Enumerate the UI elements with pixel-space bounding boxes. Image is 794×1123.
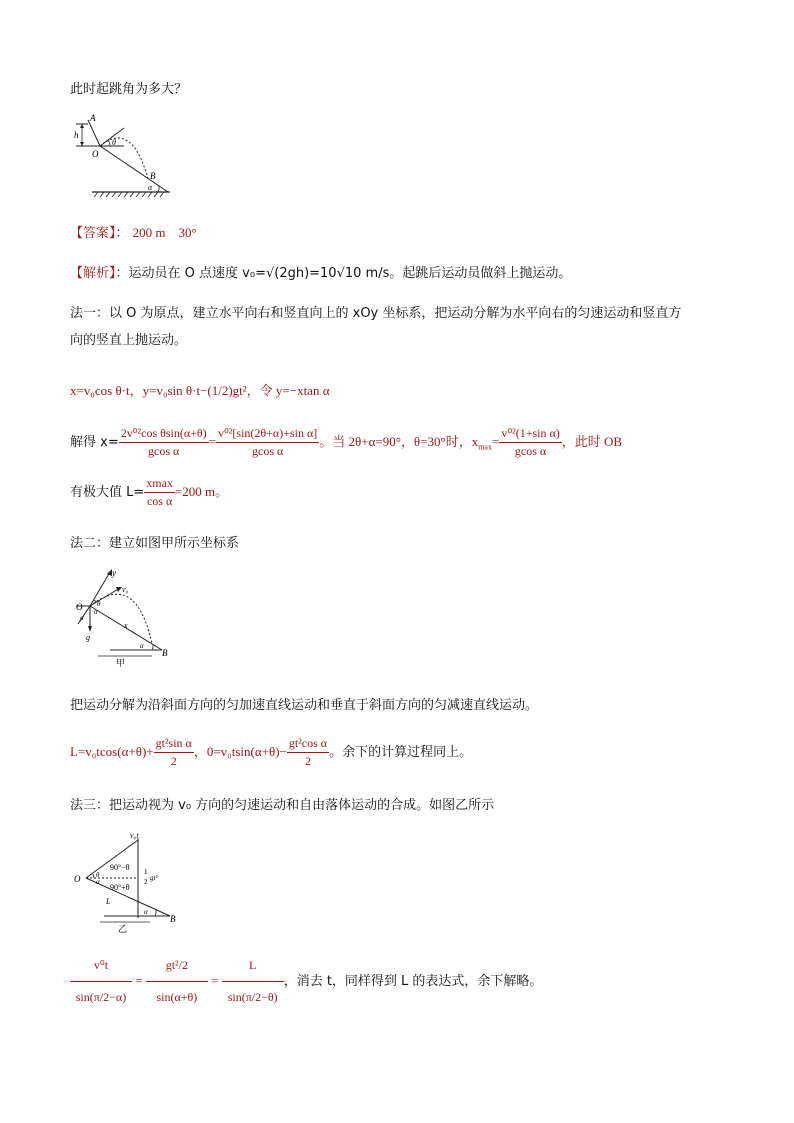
fraction-d-num: xmax xyxy=(144,476,175,493)
fraction-g-num: v⁰t xyxy=(70,958,132,982)
fraction-d xyxy=(144,476,175,509)
fraction-h-den: sin(α+θ) xyxy=(156,990,198,1004)
answer-value: 200 m 30° xyxy=(132,225,197,240)
figure-yi xyxy=(70,828,182,934)
method2-line1: 法二：建立如图甲所示坐标系 xyxy=(70,536,240,551)
label-alpha: α xyxy=(148,183,153,192)
analysis-colon: ： xyxy=(115,266,129,281)
question-tail: 此时起跳角为多大？ xyxy=(70,82,188,97)
fraction-h xyxy=(146,958,208,1005)
then-text: ，此时 OB xyxy=(561,434,623,449)
eq-mid: ，0=v₀tsin(α+θ)− xyxy=(193,744,287,759)
fig-jia-alpha1: α xyxy=(94,608,98,616)
method2-line2: 把运动分解为沿斜面方向的匀加速直线运动和垂直于斜面方向的匀减速直线运动。 xyxy=(70,698,539,713)
fig-jia-g: g xyxy=(86,633,90,642)
fraction-h-num: gt²/2 xyxy=(146,958,208,982)
method1-solve: 解得 x= $\frac{\text{2v⁰²cos θsin(α+θ)}}{\text{gcos α}}$ = $\frac{\text{v⁰²[sin(2θ+α)+sin α]}}{\text{gcos α}}$ 。当 2θ+α=90°，θ=30°时，$x_{max}=$ $\frac{\text{v⁰²(1+sin α)}}{\text{gcos α}}$ ，此时 OB xyxy=(70,426,623,458)
figure-jia xyxy=(70,562,180,670)
fraction-i xyxy=(222,958,284,1005)
eq-L: L=v₀tcos(α+θ)+ xyxy=(70,744,154,759)
fraction-a-den: gcos α xyxy=(148,444,180,458)
method3-line1: 法三：把运动视为 v₀ 方向的匀速运动和自由落体运动的合成。如图乙所示 xyxy=(70,798,495,813)
fraction-e-den: 2 xyxy=(170,754,177,768)
fraction-i-den: sin(π/2−θ) xyxy=(227,990,278,1004)
fraction-a xyxy=(119,426,209,459)
method1-eq1: x=v₀cos θ·t，y=v₀sin θ·t−(1/2)gt²，令 y=−xtan α xyxy=(70,383,330,398)
eq-end: 。余下的计算过程同上。 xyxy=(329,745,473,760)
fig-yi-theta: θ xyxy=(96,871,100,879)
fraction-e xyxy=(154,736,194,769)
fig-jia-x: x xyxy=(124,621,128,630)
fraction-g-den: sin(π/2−α) xyxy=(75,990,127,1004)
answer-line xyxy=(70,222,197,241)
fraction-c xyxy=(499,426,561,459)
fig-jia-O: O xyxy=(76,602,83,612)
answer-label: 【答案】 xyxy=(70,226,116,241)
fraction-d-den: cos α xyxy=(146,494,173,508)
fraction-b xyxy=(216,426,319,459)
fraction-c-num: v⁰²(1+sin α) xyxy=(499,426,561,443)
when-text: 。当 2θ+α=90°，θ=30°时，x xyxy=(319,434,479,449)
answer-colon: ： xyxy=(115,226,129,241)
analysis-line xyxy=(70,262,571,281)
method3-eq-suffix: ，消去 t，同样得到 L 的表达式，余下解略。 xyxy=(283,974,543,989)
solve-prefix: 解得 x= xyxy=(70,435,119,450)
fraction-e-num: gt²sin α xyxy=(154,736,194,753)
label-theta: θ xyxy=(112,138,116,147)
label-O: O xyxy=(92,149,99,159)
fig-yi-half-den: 2 xyxy=(144,878,148,886)
fraction-c-den: gcos α xyxy=(514,444,547,458)
fig-jia-v0: v₀ xyxy=(122,585,129,594)
fig-yi-alpha1: α xyxy=(96,878,100,886)
fig-jia-alpha2: α xyxy=(80,614,84,622)
fraction-i-num: L xyxy=(222,958,284,982)
fig-jia-theta: θ xyxy=(97,600,101,608)
fig-yi-half-num: 1 xyxy=(144,868,148,876)
label-A: A xyxy=(90,113,96,123)
final-suffix: =200 m。 xyxy=(174,484,229,499)
label-B: B xyxy=(150,171,156,181)
fraction-f-num: gt²cos α xyxy=(287,736,329,753)
fig-jia-B: B xyxy=(162,648,168,658)
fig-yi-gt2: gt² xyxy=(150,874,158,882)
fraction-b-num: v⁰²[sin(2θ+α)+sin α] xyxy=(216,426,319,443)
method1-line1: 法一：以 O 为原点，建立水平向右和竖直向上的 xOy 坐标系，把运动分解为水平向右的匀速运动和竖直方 xyxy=(70,306,682,321)
method2-eq xyxy=(70,736,472,769)
fraction-f xyxy=(287,736,329,769)
xmax-sub: max xyxy=(478,442,492,452)
fig-yi-alpha2: α xyxy=(144,908,148,916)
fraction-f-den: 2 xyxy=(304,754,311,768)
fraction-b-den: gcos α xyxy=(252,444,284,458)
fig-yi-O: O xyxy=(74,874,81,884)
fig-jia-caption: 甲 xyxy=(116,658,126,668)
method3-eq: $\frac{\text{v⁰t}}{\sin(\pi/2-\alpha)}$ = $\frac{\text{gt²/2}}{\sin(\alpha+\theta)}$ = $\frac{L}{\sin(\pi/2-\theta)}$ ，消去 t，同样得到 L 的表达式，余下解略。 xyxy=(70,958,542,1005)
fraction-g xyxy=(70,958,132,1005)
fig-jia-alpha3: α xyxy=(140,642,144,650)
ski-jump-figure xyxy=(70,112,180,200)
fig-yi-90-plus-theta: 90°+θ xyxy=(110,883,130,892)
fig-yi-L: L xyxy=(106,897,111,906)
fig-yi-90-theta: 90°−θ xyxy=(110,863,130,872)
label-h: h xyxy=(74,130,79,140)
analysis-label: 【解析】 xyxy=(70,266,116,281)
fig-yi-caption: 乙 xyxy=(118,924,128,934)
fraction-a-num: 2v⁰²cos θsin(α+θ) xyxy=(119,426,209,443)
method1-final xyxy=(70,476,228,509)
method1-line2: 向的竖直上抛运动。 xyxy=(70,333,188,348)
fig-yi-B: B xyxy=(170,914,176,924)
final-prefix: 有极大值 L= xyxy=(70,485,145,500)
fig-yi-v0t: v₀t xyxy=(130,831,139,840)
analysis-text: 运动员在 O 点速度 v₀=√(2gh)=10√10 m/s。起跳后运动员做斜上抛运动。 xyxy=(128,266,572,281)
fig-jia-y: y xyxy=(112,568,116,578)
